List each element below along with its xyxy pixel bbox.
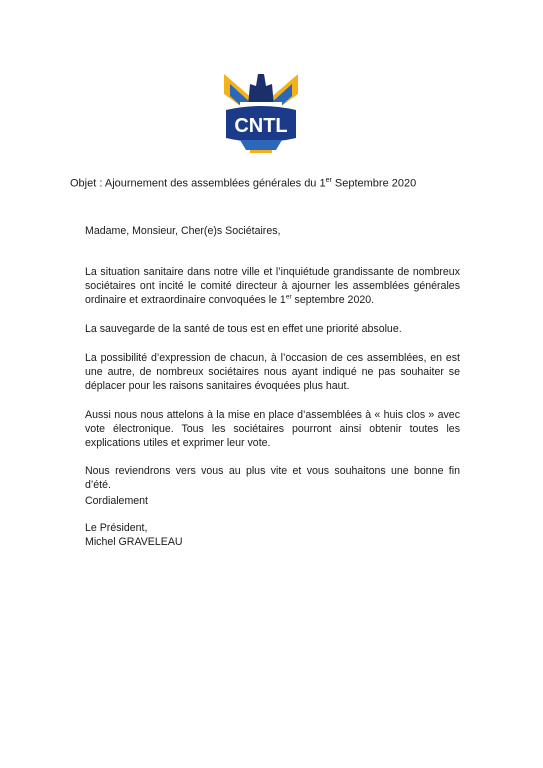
svg-text:CNTL: CNTL [234, 115, 288, 137]
letter-greeting: Madame, Monsieur, Cher(e)s Sociétaires, [85, 225, 281, 237]
paragraph-4: Aussi nous nous attelons à la mise en place d’assemblées à « huis clos » avec vote électronique. Tous les sociétaires pourront ainsi obtenir toutes les explications utiles et exprimer leur vote. [85, 409, 460, 449]
signature-title: Le Président, [85, 522, 148, 534]
paragraph-5: Nous reviendrons vers vous au plus vite et vous souhaitons une bonne fin d’été. [85, 465, 460, 491]
signature-name: Michel GRAVELEAU [85, 536, 183, 548]
paragraph-3: La possibilité d’expression de chacun, à l’occasion de ces assemblées, en est une autre, de nombreux sociétaires nous ayant indiqué ne pas souhaiter se déplacer pour les raisons sanitaires évoquées plus haut. [85, 352, 460, 392]
letter-closing: Cordialement [85, 495, 149, 507]
cntl-logo-icon [216, 66, 306, 156]
paragraph-2: La sauvegarde de la santé de tous est en effet une priorité absolue. [85, 323, 402, 335]
paragraph-1: La situation sanitaire dans notre ville et l’inquiétude grandissante de nombreux sociétaires ont incité le comité directeur à ajourner les assemblées générales ordinaire et extraordinaire convoquées le 1er septembre 2020. [85, 266, 460, 306]
letter-subject: Objet : Ajournement des assemblées générales du 1er Septembre 2020 [70, 177, 417, 190]
signature-block [85, 521, 460, 549]
